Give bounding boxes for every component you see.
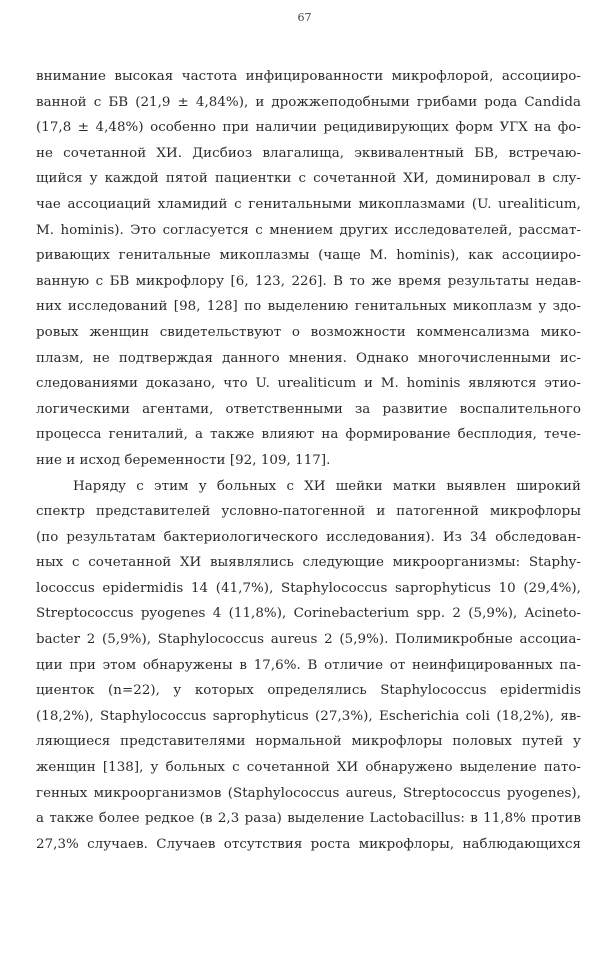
text-line: них исследований [98, 128] по выделению генитальных микоплазм у здо- [36,299,581,315]
text-line: ванной с БВ (21,9 ± 4,84%), и дрожжеподобными грибами рода Candida [36,94,581,110]
text-line: процесса гениталий, а также влияют на формирование бесплодия, тече- [36,427,581,443]
page-body [36,64,581,857]
text-line: не сочетанной ХИ. Дисбиоз влагалища, эквивалентный БВ, встречаю- [36,145,581,161]
text-line: циенток (n=22), у которых определялись Staphylococcus epidermidis [36,683,581,699]
paragraph-2 [36,474,581,858]
text-line: ривающих генитальные микоплазмы (чаще M. hominis), как ассоцииро- [36,248,581,264]
text-line: (по результатам бактериологического исследования). Из 34 обследован- [36,529,581,545]
text-line: ных с сочетанной ХИ выявлялись следующие микроорганизмы: Staphy- [36,555,581,571]
paragraph-1 [36,64,581,474]
text-line: а также более редкое (в 2,3 раза) выделение Lactobacillus: в 11,8% против [36,811,581,827]
text-line: Наряду с этим у больных с ХИ шейки матки выявлен широкий [73,478,581,494]
text-line: lococcus epidermidis 14 (41,7%), Staphylococcus saprophyticus 10 (29,4%), [36,580,581,596]
text-line: ние и исход беременности [92, 109, 117]. [36,452,331,468]
text-line: чае ассоциаций хламидий с генитальными микоплазмами (U. urealiticum, [36,196,581,212]
text-line: (17,8 ± 4,48%) особенно при наличии рецидивирующих форм УГХ на фо- [36,120,581,136]
text-line: ровых женщин свидетельствуют о возможности комменсализма мико- [36,324,581,340]
text-line: внимание высокая частота инфицированности микрофлорой, ассоцииро- [36,69,581,84]
text-line: ляющиеся представителями нормальной микрофлоры половых путей у [36,734,581,750]
text-line: генных микроорганизмов (Staphylococcus aureus, Streptococcus pyogenes), [36,785,581,801]
text-line: щийся у каждой пятой пациентки с сочетанной ХИ, доминировал в слу- [36,171,581,187]
text-line: следованиями доказано, что U. urealiticum и M. hominis являются этио- [36,376,581,392]
page-number: 67 [297,11,312,24]
text-line: Streptococcus pyogenes 4 (11,8%), Corinebacterium spp. 2 (5,9%), Acineto- [36,606,581,622]
text-line: ции при этом обнаружены в 17,6%. В отличие от неинфицированных па- [36,657,581,673]
text-line: женщин [138], у больных с сочетанной ХИ обнаружено выделение пато- [36,760,581,776]
text-line: bacter 2 (5,9%), Staphylococcus aureus 2 (5,9%). Полимикробные ассоциа- [36,632,581,648]
text-line: ванную с БВ микрофлору [6, 123, 226]. В то же время результаты недав- [36,273,581,289]
text-line: логическими агентами, ответственными за развитие воспалительного [36,401,581,417]
text-line: (18,2%), Staphylococcus saprophyticus (27,3%), Escherichia coli (18,2%), яв- [36,708,581,724]
text-line: плазм, не подтверждая данного мнения. Однако многочисленными ис- [36,350,581,366]
text-line: M. hominis). Это согласуется с мнением других исследователей, рассмат- [36,222,581,238]
text-line: 27,3% случаев. Случаев отсутствия роста микрофлоры, наблюдающихся [36,836,581,852]
text-line: спектр представителей условно-патогенной и патогенной микрофлоры [36,504,581,520]
